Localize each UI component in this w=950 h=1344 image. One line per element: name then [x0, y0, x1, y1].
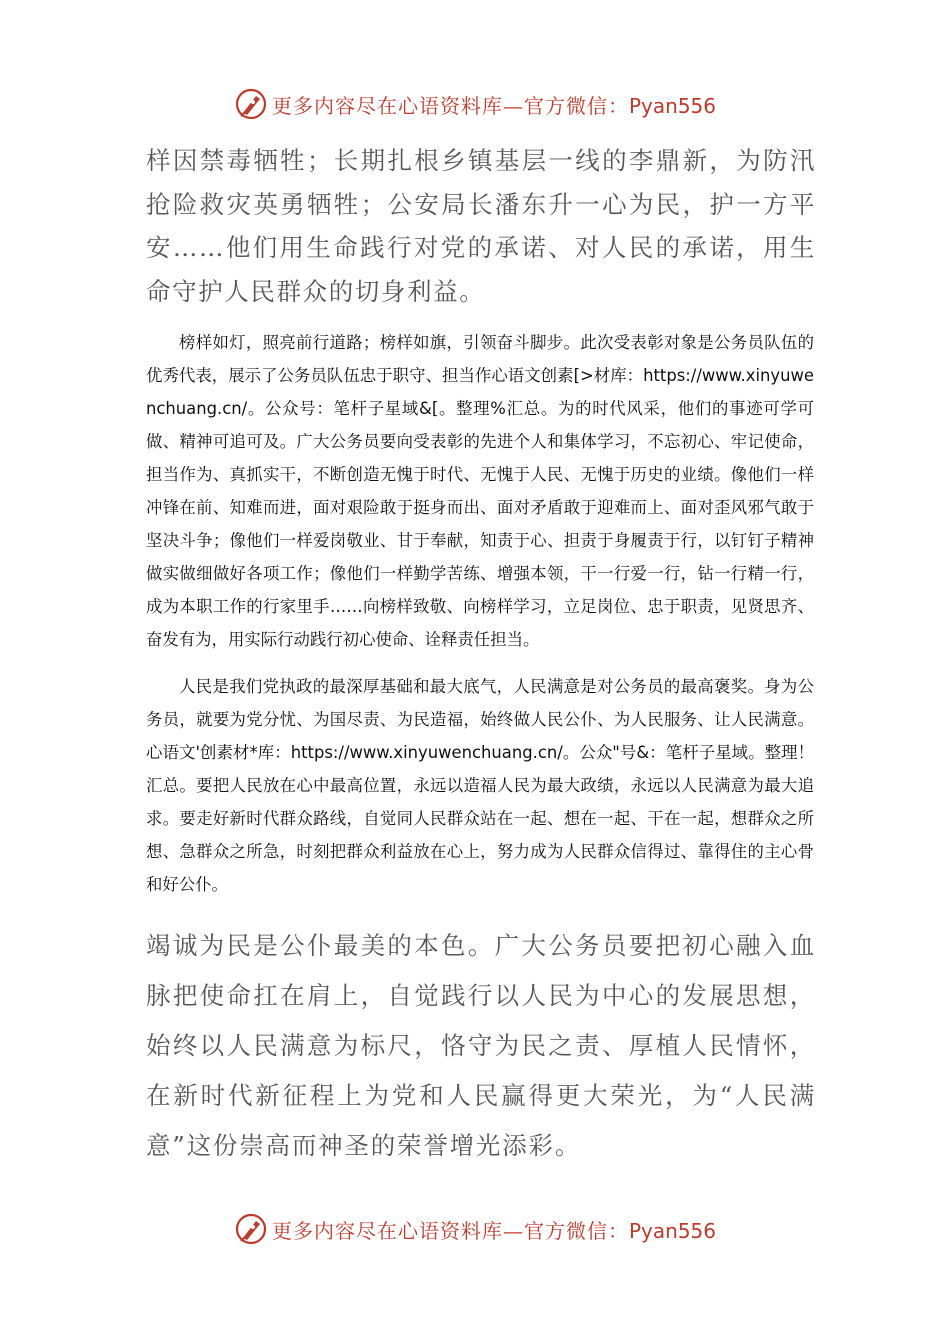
banner-text [272, 90, 716, 119]
footer-banner [0, 1209, 950, 1249]
paragraph-4: 竭诚为民是公仆最美的本色。广大公务员要把初心融入血脉把使命扛在肩上，自觉践行以人民为中心的发展思想，始终以人民满意为标尺，恪守为民之责、厚植人民情怀，在新时代新征程上为党和人民赢得更大荣光，为“人民满意”这份崇高而神圣的荣誉增光添彩。 [146, 931, 816, 1160]
pen-nib-circle-icon [234, 1212, 268, 1246]
banner-label: 更多内容尽在心语资料库—官方微信： [271, 1218, 629, 1243]
wechat-id: Pyan556 [628, 1218, 716, 1243]
paragraph-1: 样因禁毒牺牲；长期扎根乡镇基层一线的李鼎新，为防汛抢险救灾英勇牺牲；公安局长潘东升一心为民，护一方平安……他们用生命践行对党的承诺、对人民的承诺，用生命守护人民群众的切身利益。 [146, 146, 816, 306]
paragraph-3: 人民是我们党执政的最深厚基础和最大底气，人民满意是对公务员的最高褒奖。身为公务员，就要为党分忧、为国尽责、为民造福，始终做人民公仆、为人民服务、让人民满意。心语文'创素材*库：https://www.xinyuwenchuang.cn/。公众"号&：笔杆子星域。整理！汇总。要把人民放在心中最高位置，永远以造福人民为最大政绩，永远以人民满意为最大追求。要走好新时代群众路线，自觉同人民群众站在一起、想在一起、干在一起，想群众之所想、急群众之所急，时刻把群众利益放在心上，努力成为人民群众信得过、靠得住的主心骨和好公仆。 [146, 677, 814, 894]
paragraph-2: 榜样如灯，照亮前行道路；榜样如旗，引领奋斗脚步。此次受表彰对象是公务员队伍的优秀代表，展示了公务员队伍忠于职守、担当作心语文创素[>材库：https://www.xinyuwenchuang.cn/。公众号：笔杆子星域&[。整理%汇总。为的时代风采，他们的事迹可学可做、精神可追可及。广大公务员要向受表彰的先进个人和集体学习，不忘初心、牢记使命，担当作为、真抓实干，不断创造无愧于时代、无愧于人民、无愧于历史的业绩。像他们一样冲锋在前、知难而进，面对艰险敢于挺身而出、面对矛盾敢于迎难而上、面对歪风邪气敢于坚决斗争；像他们一样爱岗敬业、甘于奉献，知责于心、担责于身履责于行，以钉钉子精神做实做细做好各项工作；像他们一样勤学苦练、增强本领，干一行爱一行，钻一行精一行，成为本职工作的行家里手……向榜样致敬、向榜样学习，立足岗位、忠于职责，见贤思齐、奋发有为，用实际行动践行初心使命、诠释责任担当。 [146, 333, 814, 649]
wechat-id: Pyan556 [628, 93, 716, 118]
pen-nib-circle-icon [234, 87, 268, 121]
banner-text [272, 1215, 716, 1244]
banner-label: 更多内容尽在心语资料库—官方微信： [271, 93, 629, 118]
header-banner [0, 84, 950, 124]
